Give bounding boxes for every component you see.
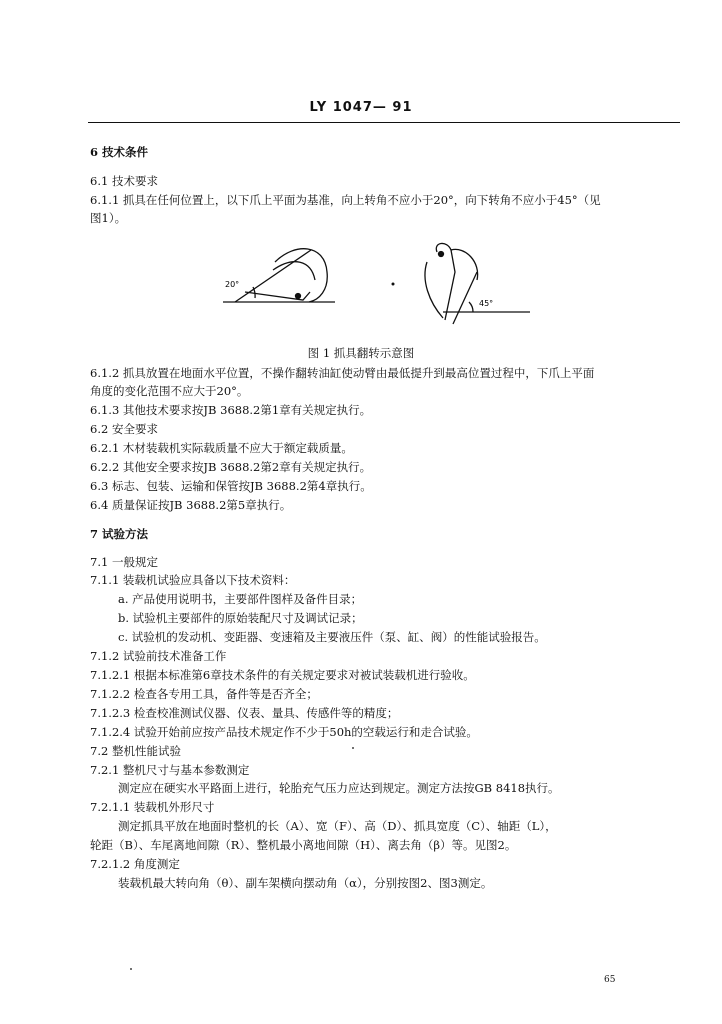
clause-7-1-2-2: 7.1.2.2 检查各专用工具，备件等是否齐全； [90,687,318,701]
clause-7-2-1-body: 测定应在硬实水平路面上进行，轮胎充气压力应达到规定。测定方法按GB 8418执行。 [118,781,560,795]
section-7-1-heading: 7.1 一般规定 [90,555,158,569]
clause-7-2-1-1-body: 测定抓具平放在地面时整机的长（A）、宽（F）、高（D）、抓具宽度（C）、轴距（L）， [118,819,557,833]
clause-6-1-1: 6.1.1 抓具在任何位置上，以下爪上平面为基准，向上转角不应小于20°，向下转角不应小于45°（见 [90,193,601,207]
clause-7-1-2: 7.1.2 试验前技术准备工作 [90,649,227,663]
standard-code-header: LY 1047— 91 [309,100,413,115]
clause-6-1-2-cont: 角度的变化范围不应大于20°。 [90,384,249,398]
clause-7-2-1-1-cont: 轮距（B）、车尾离地间隙（R）、整机最小离地间隙（H）、离去角（β）等。见图2。 [90,838,517,852]
section-6-heading: 6 技术条件 [90,145,149,159]
list-item-a: a. 产品使用说明书，主要部件图样及备件目录； [118,592,363,606]
angle-label-20: 20° [225,280,240,289]
figure-1-caption: 图 1 抓具翻转示意图 [307,346,415,360]
angle-label-45: 45° [479,299,494,308]
clause-6-4: 6.4 质量保证按JB 3688.2第5章执行。 [90,498,292,512]
clause-6-2-2: 6.2.2 其他安全要求按JB 3688.2第2章有关规定执行。 [90,460,372,474]
clause-7-2-1: 7.2.1 整机尺寸与基本参数测定 [90,763,250,777]
list-item-c: c. 试验机的发动机、变距器、变速箱及主要液压件（泵、缸、阀）的性能试验报告。 [118,630,546,644]
angle-arc-right [469,302,473,312]
clause-7-1-2-4: 7.1.2.4 试验开始前应按产品技术规定作不少于50h的空载运行和走合试验。 [90,725,478,739]
clause-6-1-1-cont: 图1）。 [90,211,127,225]
section-7-heading: 7 试验方法 [90,527,149,541]
clause-6-1-3: 6.1.3 其他技术要求按JB 3688.2第1章有关规定执行。 [90,403,372,417]
clause-6-2-1: 6.2.1 木材装载机实际载质量不应大于额定载质量。 [90,441,353,455]
scan-speck [130,968,132,970]
section-6-1-heading: 6.1 技术要求 [90,174,158,188]
grab-upward-drawing [223,249,335,302]
grab-claw-right [436,243,477,280]
list-item-b: b. 试验机主要部件的原始装配尺寸及调试记录； [118,611,363,625]
clause-6-3: 6.3 标志、包装、运输和保管按JB 3688.2第4章执行。 [90,479,372,493]
header-rule [88,122,680,123]
clause-7-2-1-1: 7.2.1.1 装载机外形尺寸 [90,800,215,814]
section-6-2-heading: 6.2 安全要求 [90,422,158,436]
clause-7-1-2-1: 7.1.2.1 根据本标准第6章技术条件的有关规定要求对被试装载机进行验收。 [90,668,475,682]
clause-7-2-1-2: 7.2.1.2 角度测定 [90,857,180,871]
grab-downward-drawing [425,243,530,324]
clause-6-1-2: 6.1.2 抓具放置在地面水平位置，不操作翻转油缸使动臂由最低提升到最高位置过程中，下爪上平面 [90,366,595,380]
section-7-2-heading: 7.2 整机性能试验 [90,744,181,758]
clause-7-2-1-2-body: 装载机最大转向角（θ）、副车架横向摆动角（α），分别按图2、图3测定。 [118,876,493,890]
page-number: 65 [604,975,616,985]
grab-rotation-figure [215,232,545,332]
clause-7-1-2-3: 7.1.2.3 检查校准测试仪器、仪表、量具、传感件等的精度； [90,706,399,720]
lower-jaw-line [453,272,477,324]
clause-7-1-1: 7.1.1 装载机试验应具备以下技术资料： [90,573,296,587]
scan-speck [352,747,354,749]
